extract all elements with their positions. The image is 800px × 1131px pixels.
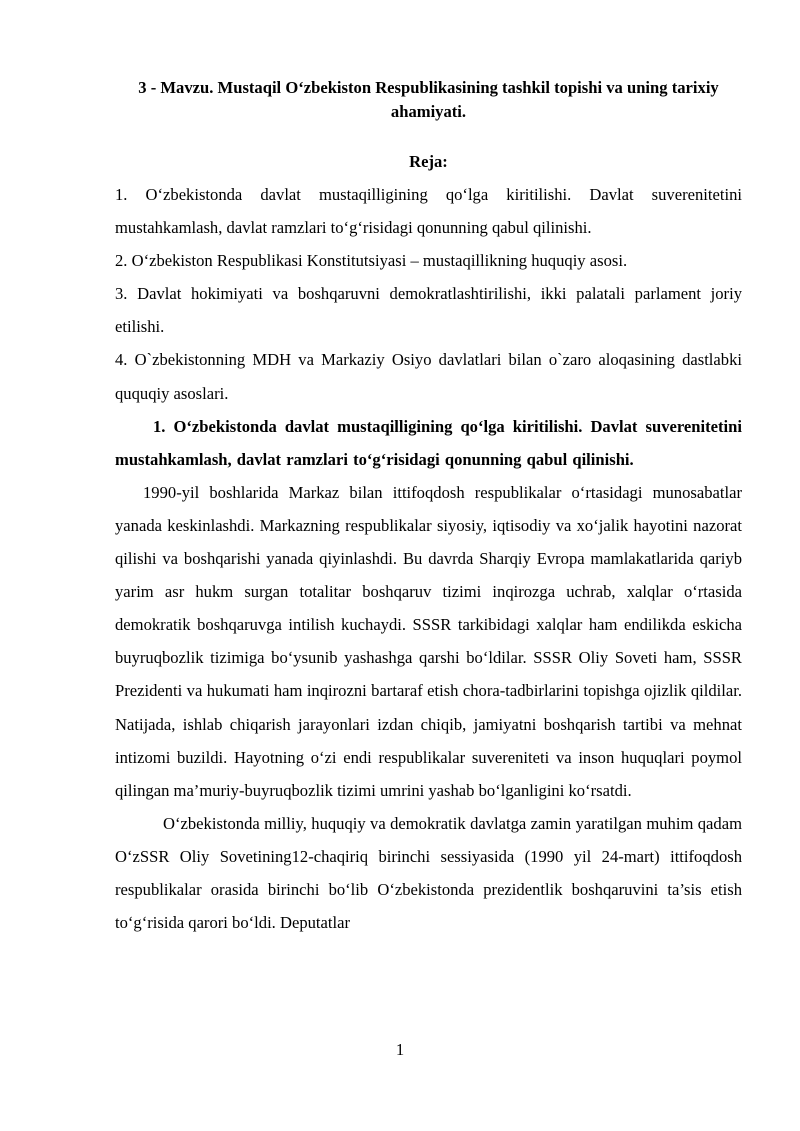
document-title (115, 76, 742, 124)
plan-item-3: 3. Davlat hokimiyati va boshqaruvni demokratlashtirilishi, ikki palatali parlament joriy etilishi. (115, 284, 742, 337)
title-text: Mustaqil O‘zbekiston Respublikasining tashkil topishi va uning tarixiy ahamiyati. (217, 78, 719, 121)
plan-item-2: 2. O‘zbekiston Respublikasi Konstitutsiyasi – mustaqillikning huquqiy asosi. (115, 251, 628, 271)
document-page (115, 76, 742, 939)
plan-heading: Reja: (409, 152, 448, 171)
title-separator: . (209, 78, 218, 97)
paragraph-2: O‘zbekistonda milliy, huquqiy va demokratik davlatga zamin yaratilgan muhim qadam O‘zSSR Oliy Sovetining12-chaqiriq birinchi sessiyasida (1990 yil 24-mart) ittifoqdosh respublikalar orasida birinchi bo‘lib O‘zbekistonda prezidentlik boshqaruvini ta’sis etish to‘g‘risida qarori bo‘ldi. Deputatlar (115, 813, 742, 933)
paragraph-1: 1990-yil boshlarida Markaz bilan ittifoqdosh respublikalar o‘rtasidagi munosabatlar yanada keskinlashdi. Markazning respublikalar siyosiy, iqtisodiy va xo‘jalik hayotini nazorat qilishi va boshqarishi yanada qiyinlashdi. Bu davrda Sharqiy Evropa mamlakatlarida qariyb yarim asr hukm surgan totalitar boshqaruv tizimi inqirozga uchrab, xalqlar o‘rtasida demokratik boshqaruvga intilish kuchaydi. SSSR tarkibidagi xalqlar ham endilikda eskicha buyruqbozlik tizimiga bo‘ysunib yashashga qarshi bo‘ldilar. SSSR Oliy Soveti ham, SSSR Prezidenti va hukumati ham inqirozni bartaraf etish chora-tadbirlarini topishga ojizlik qildilar. Natijada, ishlab chiqarish jarayonlari izdan chiqib, jamiyatni boshqarish tartibi va mehnat intizomi buzildi. Hayotning o‘zi endi respublikalar suvereniteti va inson huquqlari poymol qilingan ma’muriy-buyruqbozlik tizimi umrini yashab bo‘lganligini ko‘rsatdi. (115, 482, 742, 800)
title-prefix: 3 - Mavzu (138, 78, 210, 97)
plan-item-4: 4. O`zbekistonning MDH va Markaziy Osiyo davlatlari bilan o`zaro aloqasining dastlabki ququqiy asoslari. (115, 350, 742, 403)
page-number: 1 (395, 1040, 405, 1059)
plan-item-1: 1. O‘zbekistonda davlat mustaqilligining qo‘lga kiritilishi. Davlat suverenitetini mustahkamlash, davlat ramzlari to‘g‘risidagi qonunning qabul qilinishi. (115, 185, 742, 238)
section-heading: 1. O‘zbekistonda davlat mustaqilligining qo‘lga kiritilishi. Davlat suverenitetini mustahkamlash, davlat ramzlari to‘g‘risidagi qonunning qabul qilinishi. (115, 416, 742, 469)
